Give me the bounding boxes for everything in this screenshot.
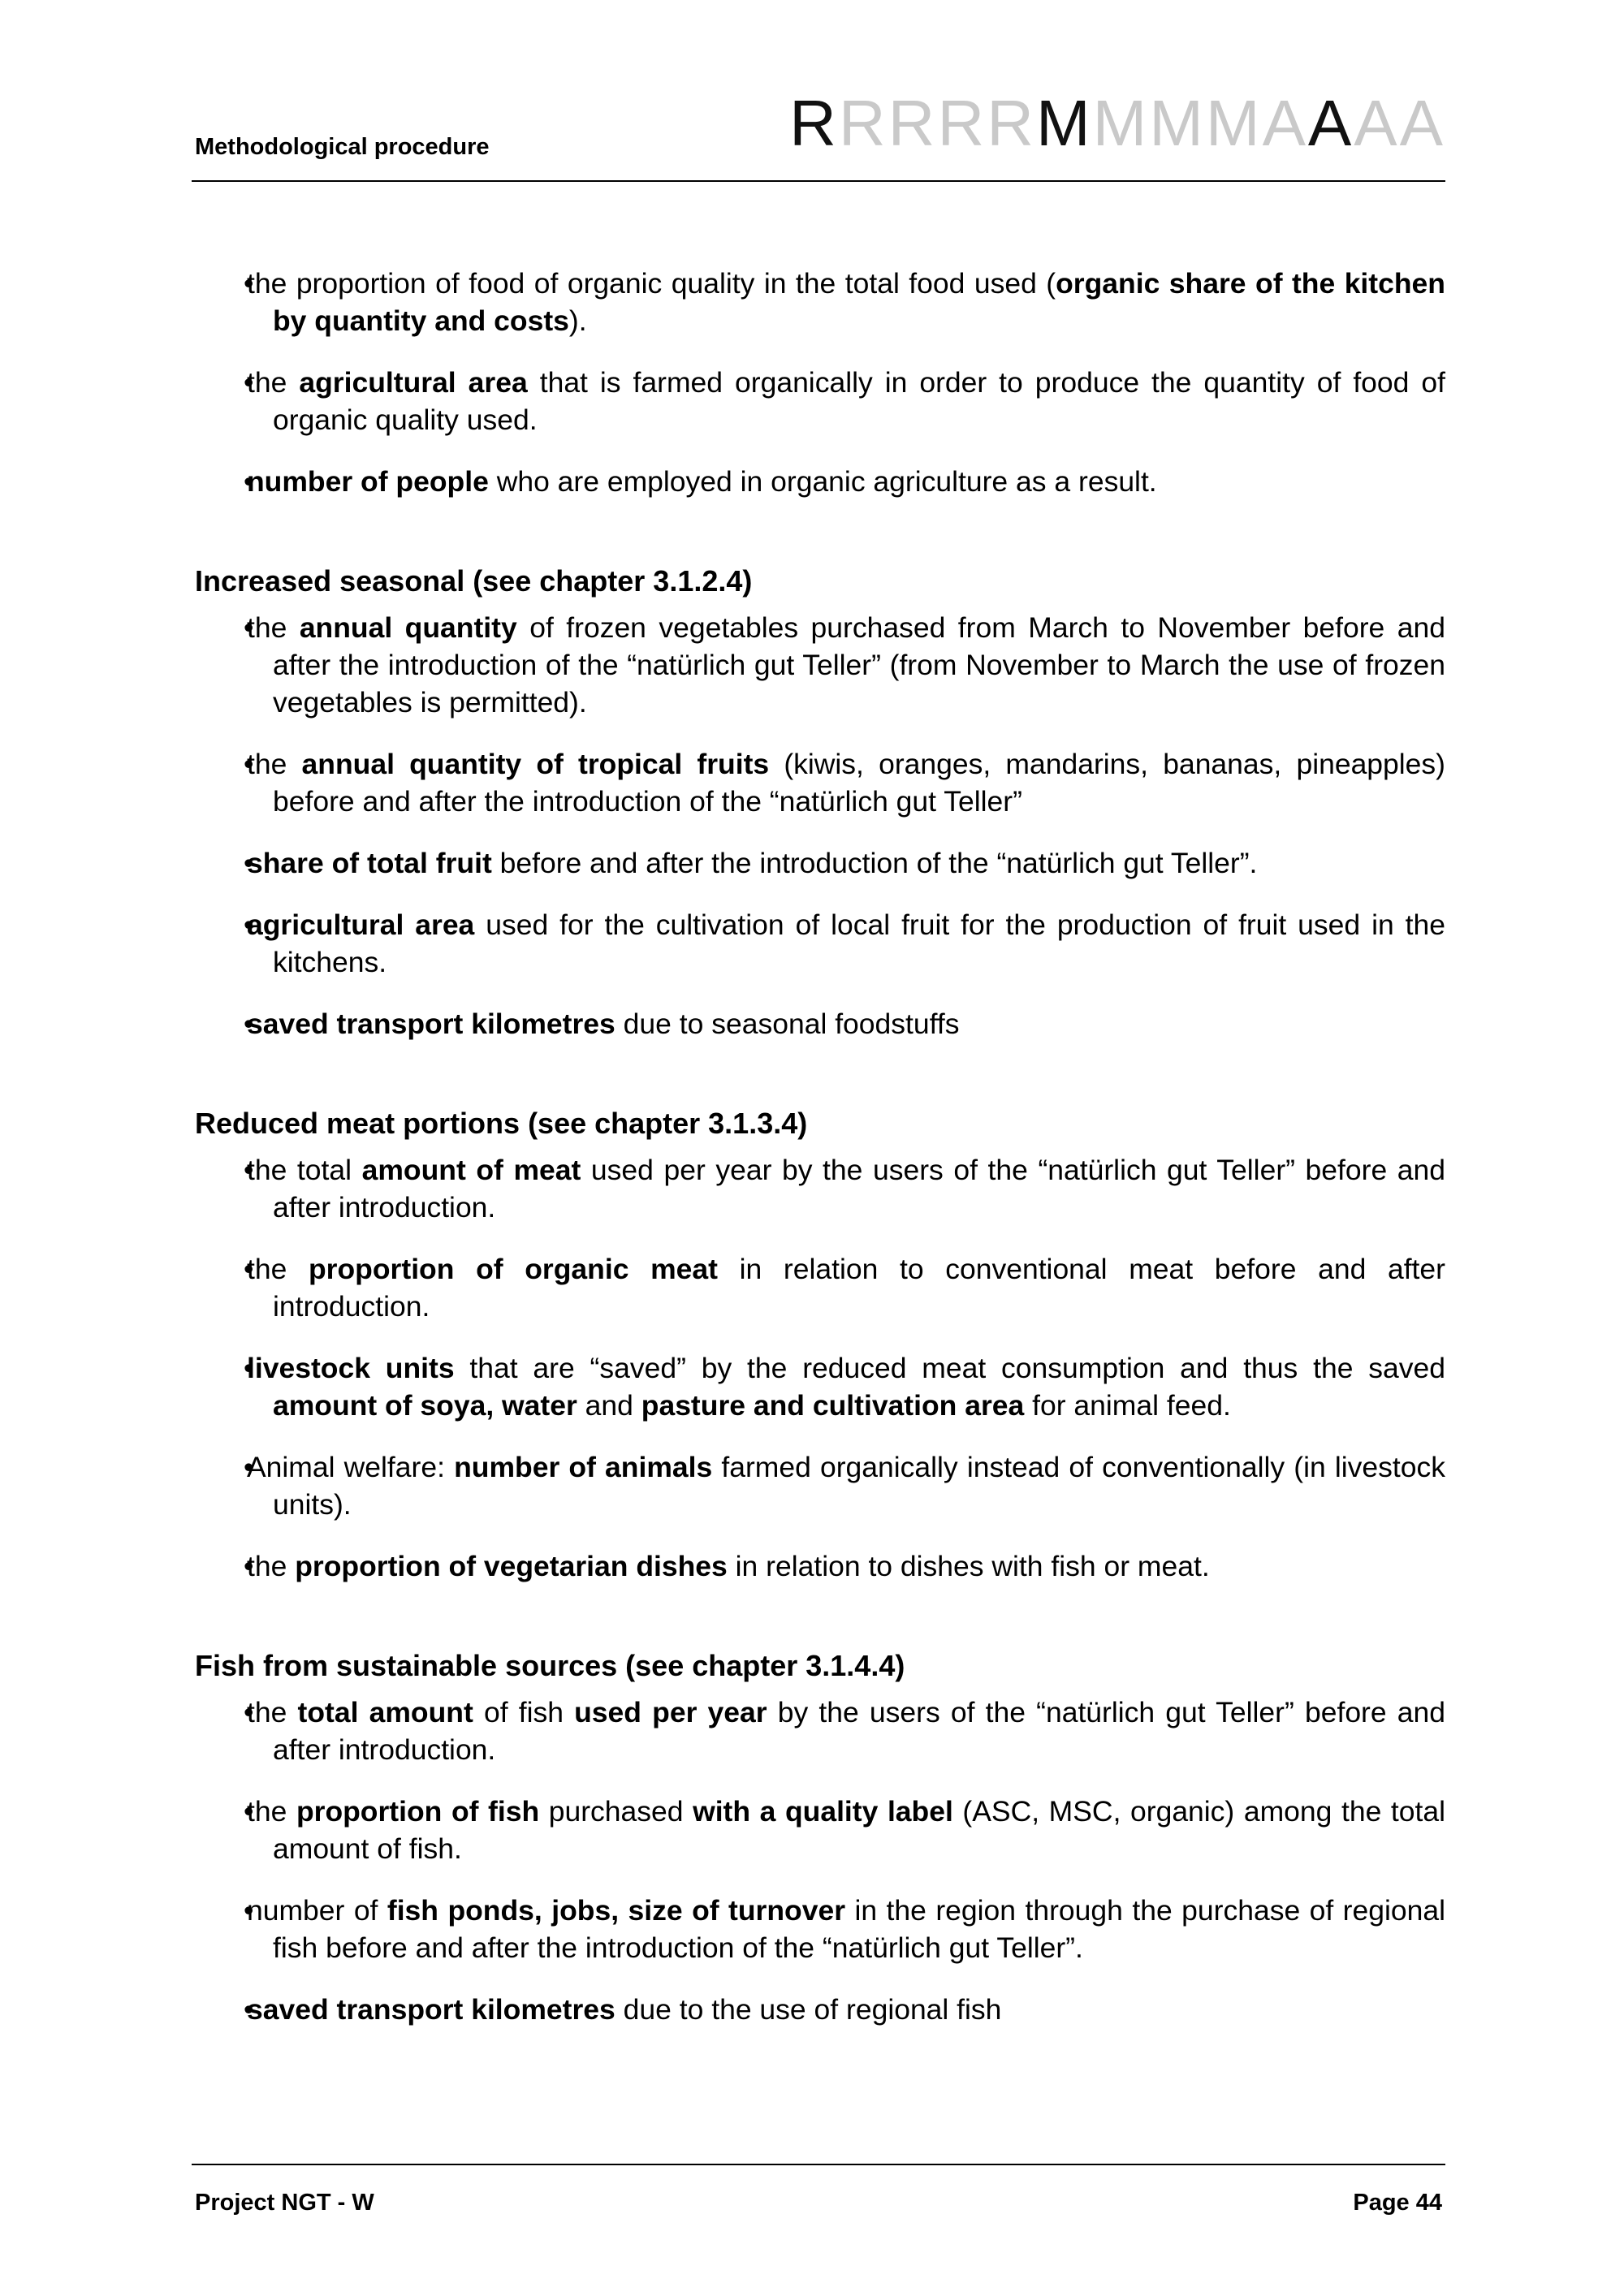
list-item: • the proportion of vegetarian dishes in relation to dishes with fish or meat. <box>195 1547 1445 1585</box>
seasonal-list <box>195 609 1445 1042</box>
page-header <box>192 89 1445 182</box>
page-footer <box>192 2164 1445 2222</box>
project-logo <box>789 87 1445 159</box>
list-item: • the annual quantity of tropical fruits (kiwis, oranges, mandarins, bananas, pineapples) before and after the introduction of the “natürlich gut Teller” <box>195 745 1445 820</box>
list-item: • saved transport kilometres due to the use of regional fish <box>195 1991 1445 2028</box>
list-item: • agricultural area used for the cultivation of local fruit for the production of fruit used in the kitchens. <box>195 906 1445 981</box>
meat-list <box>195 1151 1445 1585</box>
list-item: • livestock units that are “saved” by the reduced meat consumption and thus the saved amount of soya, water and pasture and cultivation area for animal feed. <box>195 1349 1445 1424</box>
list-item: • saved transport kilometres due to seasonal foodstuffs <box>195 1005 1445 1042</box>
logo-letter-r: R <box>789 87 839 159</box>
list-item: • Animal welfare: number of animals farmed organically instead of conventionally (in livestock units). <box>195 1448 1445 1523</box>
page-number: Page 44 <box>1353 2190 1442 2216</box>
logo-letter-m: M <box>1036 87 1093 159</box>
list-item: • the proportion of fish purchased with a quality label (ASC, MSC, organic) among the total amount of fish. <box>195 1793 1445 1867</box>
section-heading-seasonal: Increased seasonal (see chapter 3.1.2.4) <box>195 564 753 598</box>
list-item: • the total amount of fish used per year by the users of the “natürlich gut Teller” before and after introduction. <box>195 1694 1445 1768</box>
footer-project: Project NGT - W <box>195 2190 374 2216</box>
fish-list <box>195 1694 1445 2028</box>
logo-faded-r: RRRR <box>838 87 1036 159</box>
organic-list <box>195 265 1445 500</box>
list-item: • share of total fruit before and after the introduction of the “natürlich gut Teller”. <box>195 844 1445 882</box>
header-title: Methodological procedure <box>195 134 490 160</box>
list-item: • the total amount of meat used per year by the users of the “natürlich gut Teller” before and after introduction. <box>195 1151 1445 1226</box>
list-item: • number of people who are employed in organic agriculture as a result. <box>195 463 1445 500</box>
logo-faded-a: AA <box>1354 87 1445 159</box>
list-item: • the agricultural area that is farmed organically in order to produce the quantity of food of organic quality used. <box>195 364 1445 438</box>
logo-faded-m: MMMA <box>1092 87 1308 159</box>
list-item: • the proportion of food of organic quality in the total food used (organic share of the kitchen by quantity and costs). <box>195 265 1445 339</box>
page-content <box>195 265 1445 2028</box>
section-heading-fish: Fish from sustainable sources (see chapter 3.1.4.4) <box>195 1649 905 1682</box>
logo-letter-a: A <box>1307 87 1354 159</box>
list-item: • the proportion of organic meat in relation to conventional meat before and after introduction. <box>195 1250 1445 1325</box>
list-item: • the annual quantity of frozen vegetables purchased from March to November before and after the introduction of the “natürlich gut Teller” (from November to March the use of frozen vegetables is permitted). <box>195 609 1445 721</box>
section-heading-meat: Reduced meat portions (see chapter 3.1.3.4) <box>195 1107 808 1140</box>
list-item: • number of fish ponds, jobs, size of turnover in the region through the purchase of regional fish before and after the introduction of the “natürlich gut Teller”. <box>195 1892 1445 1966</box>
